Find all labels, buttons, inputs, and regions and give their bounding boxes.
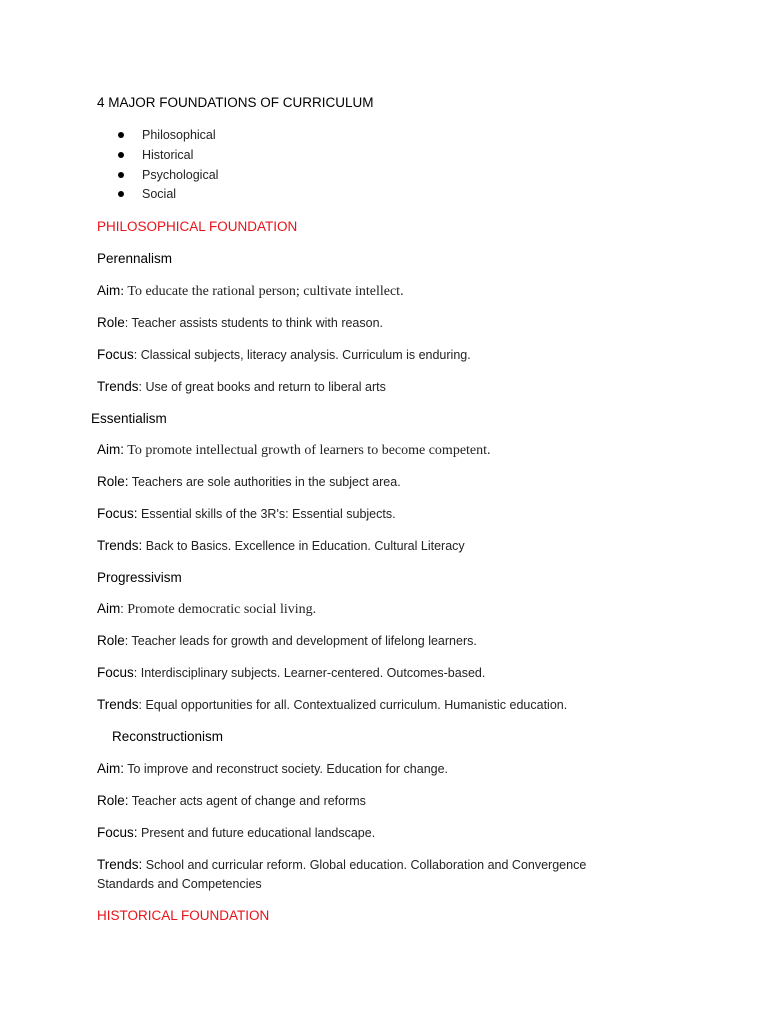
school-heading-progressivism: Progressivism [97,570,182,585]
focus-label: Focus: [97,825,138,840]
aim-label: Aim: [97,442,124,457]
bullet-icon [118,191,124,197]
bullet-icon [118,152,124,158]
document-title: 4 MAJOR FOUNDATIONS OF CURRICULUM [97,95,374,110]
progressivism-role [97,633,477,649]
focus-label: Focus [97,347,134,362]
school-heading-reconstructionism: Reconstructionism [112,729,224,744]
essentialism-aim [97,442,491,459]
role-label: Role [97,315,125,330]
trends-label: Trends [97,379,139,394]
role-label: Role: [97,793,129,808]
section-heading-historical: HISTORICAL FOUNDATION [97,908,270,923]
foundation-label: Social [142,187,177,202]
focus-value: Essential skills of the 3R's: Essential subjects. [137,507,396,521]
trends-value: School and curricular reform. Global education. Collaboration and Convergence [142,858,587,872]
essentialism-trends [97,538,465,554]
trends-value: Equal opportunities for all. Contextualized curriculum. Humanistic education. [142,698,568,712]
foundation-label: Psychological [142,167,219,182]
aim-value: To improve and reconstruct society. Education for change. [124,762,449,776]
reconstructionism-role [97,793,366,809]
progressivism-aim [97,601,316,618]
aim-separator: : [120,284,125,299]
bullet-icon [118,172,124,178]
progressivism-focus [97,665,485,681]
aim-value: To educate the rational person; cultivate intellect. [124,284,404,299]
bullet-icon [118,132,124,138]
trends-value: Back to Basics. Excellence in Education. Cultural Literacy [142,539,465,553]
school-heading-perennialism: Perennalism [97,251,173,266]
focus-separator: : [133,348,138,362]
perennialism-role [97,315,383,331]
focus-separator: : [133,666,138,680]
essentialism-focus [97,506,396,522]
trends-value: Use of great books and return to liberal arts [142,380,386,394]
focus-label: Focus: [97,506,138,521]
role-value: Teacher assists students to think with reason. [128,316,384,330]
perennialism-trends [97,379,386,395]
trends-separator: : [138,380,142,394]
role-value: Teacher acts agent of change and reforms [128,794,366,808]
focus-value: Present and future educational landscape. [137,826,376,840]
aim-label: Aim [97,283,121,298]
trends-separator: : [138,698,142,712]
reconstructionism-focus [97,825,375,841]
aim-value: To promote intellectual growth of learners to become competent. [124,443,491,458]
focus-value: Interdisciplinary subjects. Learner-centered. Outcomes-based. [137,666,486,680]
role-label: Role [97,633,125,648]
role-separator: : [124,634,129,648]
foundation-label: Historical [142,147,194,162]
trends-label: Trends [97,697,139,712]
essentialism-role [97,474,401,490]
reconstructionism-trends [97,857,586,873]
role-value: Teacher leads for growth and development of lifelong learners. [128,634,477,648]
trends-label: Trends: [97,857,143,872]
aim-label: Aim [97,601,121,616]
focus-label: Focus [97,665,134,680]
aim-label: Aim: [97,761,124,776]
reconstructionism-aim [97,761,448,777]
reconstructionism-trends-continued: Standards and Competencies [97,877,262,891]
perennialism-focus [97,347,471,363]
aim-value: Promote democratic social living. [123,602,317,617]
section-heading-philosophical: PHILOSOPHICAL FOUNDATION [97,219,298,234]
perennialism-aim [97,283,404,300]
foundation-label: Philosophical [142,128,216,142]
role-value: Teachers are sole authorities in the subject area. [128,475,401,489]
trends-label: Trends: [97,538,143,553]
progressivism-trends [97,697,567,713]
focus-value: Classical subjects, literacy analysis. Curriculum is enduring. [137,348,471,362]
school-heading-essentialism: Essentialism [91,411,167,426]
role-separator: : [124,316,129,330]
role-label: Role: [97,474,129,489]
aim-separator: : [120,602,124,616]
